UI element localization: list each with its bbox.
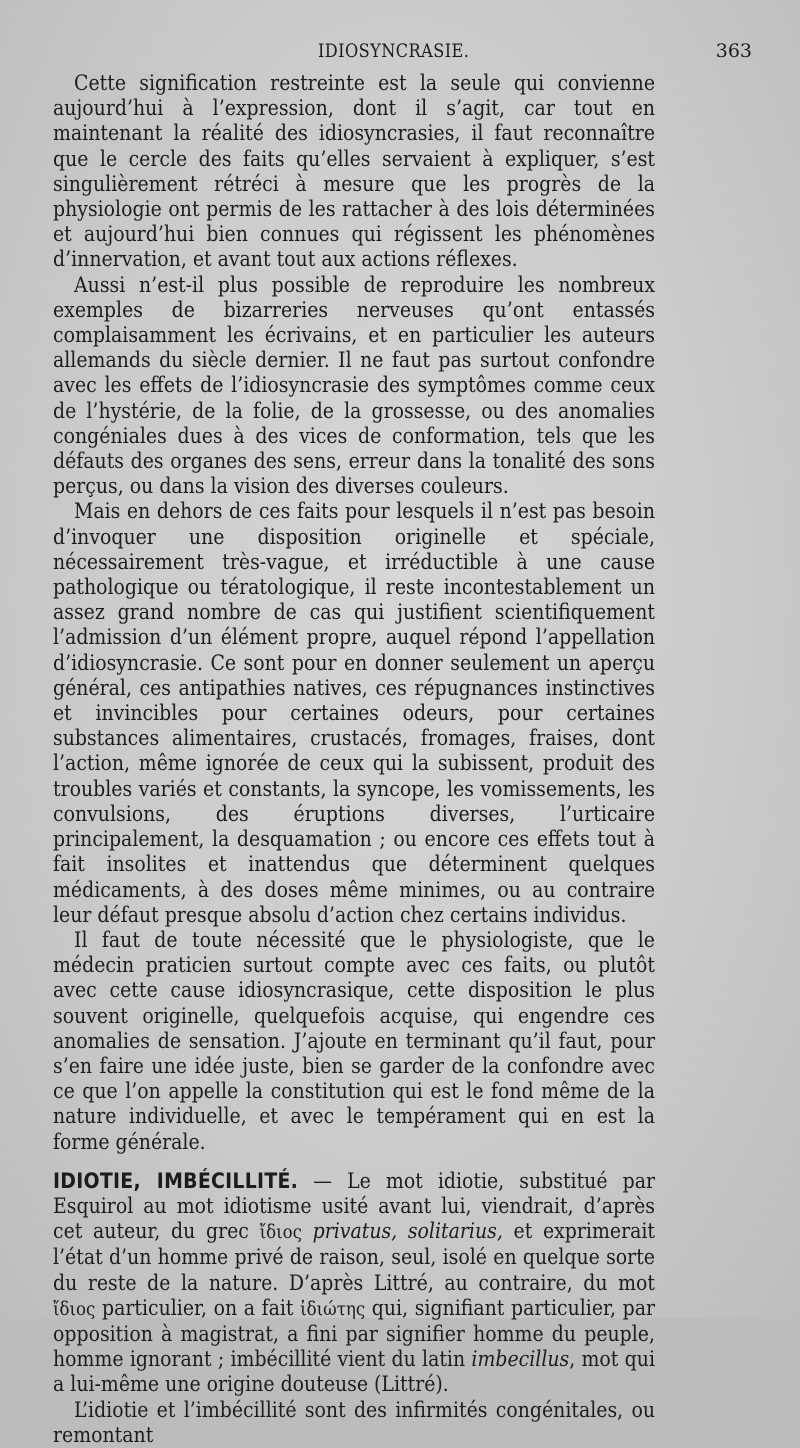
latin-gloss: privatus, solitarius, (312, 1219, 503, 1245)
page-header (0, 40, 800, 70)
entry-text-1: — Le mot idiotie, substitué par Esquirol au mot idiotisme usité avant lui, viendrait, d’après cet auteur, du grec (53, 1168, 655, 1245)
greek-word-idiotes: ἰδιώτης (300, 1297, 366, 1320)
entry-text-2: et exprimerait l’état d’un homme privé de raison, seul, isolé en quelque sorte du reste de la nature. D’après Littré, au contraire, du mot (53, 1219, 655, 1296)
entry-text-3: particulier, on a fait (95, 1295, 301, 1321)
space (302, 1219, 313, 1244)
dictionary-entry (53, 1169, 655, 1398)
greek-word-idios: ἴδιος (259, 1221, 302, 1244)
body-text (53, 71, 655, 1448)
entry-text-5: , mot qui a lui-même une origine douteuse (Littré). (53, 1347, 655, 1398)
page-number: 363 (715, 40, 752, 62)
greek-word-idios-2: ἴδιος (53, 1297, 96, 1320)
running-title: IDIOSYNCRASIE. (318, 40, 470, 62)
latin-word-imbecillus: imbecillus (471, 1347, 570, 1373)
paragraph-4: Il faut de toute nécessité que le physiologiste, que le médecin praticien surtout compte avec ces faits, ou plutôt avec cette cause idiosyncrasique, cette disposition le plus souvent originelle, quelquefois acquise, qui engendre ces anomalies de sensation. J’ajoute en terminant qu’il faut, pour s’en faire une idée juste, bien se garder de la confondre avec ce que l’on appelle la constitution qui est le fond même de la nature individuelle, et avec le tempérament qui en est la forme générale. (53, 927, 655, 1155)
paragraph-last: L’idiotie et l’imbécillité sont des infirmités congénitales, ou remontant (53, 1397, 655, 1448)
entry-text-4: qui, signifiant particulier, par opposition à magistrat, a fini par signifier homme du peuple, homme ignorant ; imbécillité vient du latin (53, 1295, 655, 1373)
paragraph-2: Aussi n’est-il plus possible de reproduire les nombreux exemples de bizarreries nerveuses qu’ont entassés complaisamment les écrivains, et en particulier les auteurs allemands du siècle dernier. Il ne faut pas surtout confondre avec les effets de l’idiosyncrasie des symptômes comme ceux de l’hystérie, de la folie, de la grossesse, ou des anomalies congéniales dues à des vices de conformation, tels que les défauts des organes des sens, erreur dans la tonalité des sons perçus, ou dans la vision des diverses couleurs. (53, 272, 655, 500)
entry-title: IDIOTIE, IMBÉCILLITÉ. (53, 1168, 299, 1194)
paragraph-1: Cette signification restreinte est la seule qui convienne aujourd’hui à l’expression, dont il s’agit, car tout en maintenant la réalité des idiosyncrasies, il faut reconnaître que le cercle des faits qu’elles servaient à expliquer, s’est singulièrement rétréci à mesure que les progrès de la physiologie ont permis de les rattacher à des lois déterminées et aujourd’hui bien connues qui régissent les phénomènes d’innervation, et avant tout aux actions réflexes. (53, 71, 655, 273)
paragraph-3: Mais en dehors de ces faits pour lesquels il n’est pas besoin d’invoquer une disposition originelle et spéciale, nécessairement très-vague, et irréductible à une cause pathologique ou tératologique, il reste incontestablement un assez grand nombre de cas qui justifient scientifiquement l’admission d’un élément propre, auquel répond l’appellation d’idiosyncrasie. Ce sont pour en donner seulement un aperçu général, ces antipathies natives, ces répugnances instinctives et invincibles pour certaines odeurs, pour certaines substances alimentaires, crustacés, fromages, fraises, dont l’action, même ignorée de ceux qui la subissent, produit des troubles variés et constants, la syncope, les vomissements, les convulsions, des éruptions diverses, l’urticaire principalement, la desquamation ; ou encore ces effets tout à fait insolites et inattendus que déterminent quelques médicaments, à des doses même minimes, ou au contraire leur défaut presque absolu d’action chez certains individus. (53, 499, 655, 928)
